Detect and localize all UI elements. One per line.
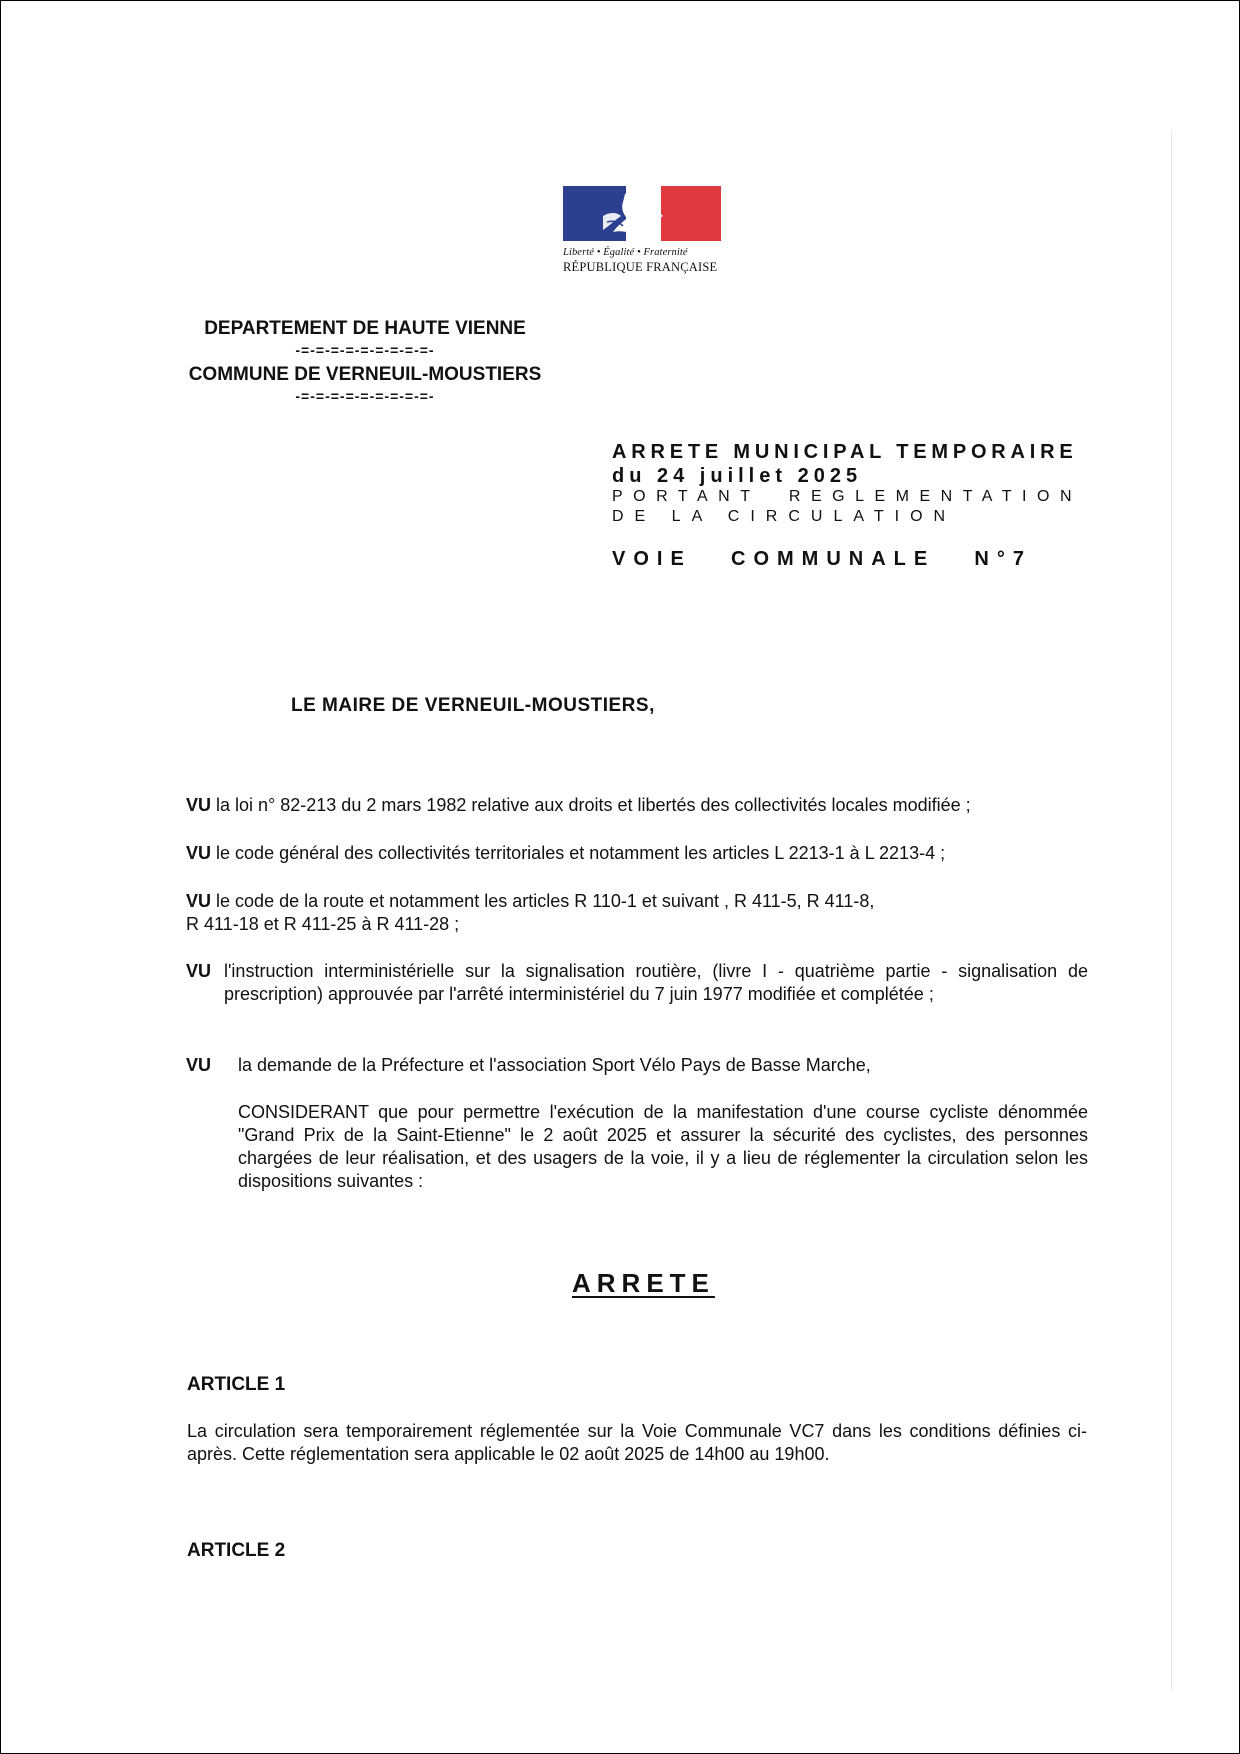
vu-5 [186,1054,1088,1077]
vu-3-text-line1: le code de la route et notamment les articles R 110-1 et suivant , R 411-5, R 411-8, [216,891,875,911]
vu-4 [186,960,1088,1006]
departement-name: DEPARTEMENT DE HAUTE VIENNE [204,318,526,339]
article-1-body: La circulation sera temporairement réglementée sur la Voie Communale VC7 dans les conditions définies ci-après. Cette réglementation sera applicable le 02 août 2025 de 14h00 au 19h00. [187,1421,1087,1464]
vu-4-text: l'instruction interministérielle sur la signalisation routière, (livre I - quatrième partie - signalisation de prescription) approuvée par l'arrêté interministériel du 7 juin 1977 modifiée et complétée ; [224,961,1088,1004]
vu-keyword: VU [186,795,212,815]
article-1-heading: ARTICLE 1 [187,1374,286,1395]
motto-text: Liberté • Égalité • Fraternité [563,247,688,258]
republique-francaise-text: RÉPUBLIQUE FRANÇAISE [563,260,718,274]
scan-edge-line [1171,130,1172,1690]
department-header [160,318,570,410]
vu-keyword: VU [186,961,212,981]
vu-keyword: VU [186,1055,212,1075]
title-communale-word: COMMUNALE [731,548,936,570]
vu-1 [186,794,1088,817]
separator-1: -=-=-=-=-=-=-=-=-=- [295,342,435,358]
vu-keyword: VU [186,891,212,911]
republique-francaise-logo [563,186,723,275]
marianne-flag-icon [563,186,721,241]
title-voie [612,548,1032,571]
title-line-1: ARRETE MUNICIPAL TEMPORAIRE [612,441,1078,463]
title-voie-word: VOIE [612,548,692,570]
title-portant: PORTANT [612,488,761,505]
title-date: du 24 juillet 2025 [612,465,863,487]
title-reglementation: REGLEMENTATION [788,488,1082,505]
vu-3-text-line2: R 411-18 et R 411-25 à R 411-28 ; [186,914,460,934]
title-numero: N°7 [974,548,1032,570]
arrete-heading: ARRETE [572,1268,715,1298]
title-line-3 [612,488,1082,506]
separator-2: -=-=-=-=-=-=-=-=-=- [295,388,435,404]
vu-2-text: le code général des collectivités territoriales et notamment les articles L 2213-1 à L 2213-4 ; [216,843,946,863]
article-2-heading: ARTICLE 2 [187,1540,286,1561]
vu-1-text: la loi n° 82-213 du 2 mars 1982 relative aux droits et libertés des collectivités locales modifiée ; [216,795,971,815]
title-line-4: DE LA CIRCULATION [612,508,957,525]
arrete-title-block [612,441,1082,571]
vu-2 [186,842,1088,865]
vu-keyword: VU [186,843,212,863]
vu-5-text: la demande de la Préfecture et l'association Sport Vélo Pays de Basse Marche, [238,1055,871,1075]
commune-name: COMMUNE DE VERNEUIL-MOUSTIERS [188,364,542,385]
maire-heading: LE MAIRE DE VERNEUIL-MOUSTIERS, [291,695,655,716]
considerant-paragraph: CONSIDERANT que pour permettre l'exécution de la manifestation d'une course cycliste dénommée "Grand Prix de la Saint-Etienne" le 2 août 2025 et assurer la sécurité des cyclistes, des personnes chargées de leur réalisation, et des usagers de la voie, il y a lieu de réglementer la circulation selon les dispositions suivantes : [238,1102,1088,1191]
vu-3 [186,890,1088,936]
